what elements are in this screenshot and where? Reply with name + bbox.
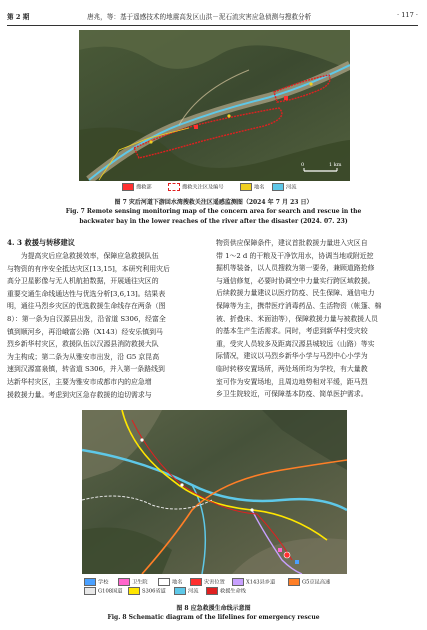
text-line: 室可作为安置场地，且周边地势相对平缓，距马烈 (216, 377, 368, 386)
fig7-caption-en-2: backwater bay in the lower reaches of the river after the disaster (2024. 07. 23) (79, 218, 348, 225)
legend-item-place: 地名 (158, 578, 182, 586)
legend-item-g5: G5京昆高速 (288, 578, 330, 586)
fig8-legend (82, 578, 347, 598)
legend-item-concern-area: 搜救关注区及编号 (168, 183, 224, 191)
legend-item-place-name: 地名 (240, 183, 264, 191)
scale-zero: 0 (301, 162, 305, 168)
scale-1km: 1 km (329, 162, 342, 168)
text-line: 后续救援力量建议以医疗防疫、民生保障、通信电力 (216, 289, 375, 298)
text-line: 乡卫生院较近，可保障基本防疫、简单医护需求。 (216, 390, 368, 399)
place-dot-icon (158, 578, 170, 586)
text-line: 被、折叠床、米面油等），保障救援力量与被救援人员 (216, 314, 378, 323)
text-line: 为主构成；第二条为从雅安市出发，沿 G5 京昆高 (7, 352, 160, 361)
left-column-text (7, 250, 210, 401)
text-line: 与通信修复，必要时协调空中力量实行跨区域救援。 (216, 276, 375, 285)
lifeline-icon (206, 587, 218, 595)
legend-item-disaster: 灾害位置 (190, 578, 225, 586)
page-number: · 117 · (397, 11, 418, 19)
red-square-icon (122, 183, 134, 191)
national-road-icon (84, 587, 96, 595)
text-line: 明，通往马烈乡灾区的优选救援生命线存在两条（图 (7, 302, 166, 311)
text-line: 与物资的有序安全抵达灾区[13,15]，本研究利用灾后 (7, 264, 170, 273)
text-line: 高分卫星影像与无人机航拍数据，开展通往灾区的 (7, 277, 159, 286)
text-line: 重，受灾人员较多及距离汉源县城较远（山路）等实 (216, 339, 375, 348)
text-line: 掘机等装备，以人员搜救为第一要务，兼顾道路抢修 (216, 264, 375, 273)
fig8-caption-cn: 图 8 应急救援生命线示意图 (176, 605, 251, 612)
legend-item-s306: S306省道 (128, 587, 166, 595)
legend-item-river: 河流 (174, 587, 198, 595)
text-line: 为提高灾后应急救援效率，保障应急救援队伍 (7, 252, 159, 260)
issue-number: 第 2 期 (7, 13, 30, 21)
right-column-text (216, 237, 419, 401)
provincial-road-icon (128, 587, 140, 595)
fig8-caption-en: Fig. 8 Schematic diagram of the lifelines for emergency rescue (107, 614, 320, 621)
text-line: 速到汉源富泉镇，转省道 S306，并入第一条路线到 (7, 365, 165, 374)
fig7-caption-cn: 图 7 灾后河道下游回水湾搜救关注区遥感监测图（2024 年 7 月 23 日） (114, 199, 313, 206)
legend-item-clinic: 卫生院 (118, 578, 148, 586)
section-heading: 4. 3 救援与转移建议 (7, 238, 75, 247)
yellow-dot-icon (240, 183, 252, 191)
text-line: 临时转移安置场所，两处场所均为学校，有大量教 (216, 364, 368, 373)
text-line: 8）：第一条为自汉源县出发，沿省道 S306，经富全 (7, 314, 166, 323)
text-line: 烈乡新华村灾区，救援队伍以汉源县消防救援大队 (7, 340, 159, 349)
running-header (7, 11, 418, 23)
fig7-satellite-map (79, 30, 350, 181)
dashed-outline-icon (168, 183, 180, 191)
river-line-icon (272, 183, 284, 191)
text-line: 的基本生产生活需求。同时，考虑到新华村受灾较 (216, 327, 368, 336)
legend-item-school: 学校 (84, 578, 108, 586)
text-line: 带 1～2 d 的干粮及干净饮用水，协调当地或附近挖 (216, 251, 374, 260)
text-line: 保障等为主，携带医疗消毒药品、生活物资（帐篷、棉 (216, 301, 382, 310)
legend-item-g108: G108国道 (84, 587, 122, 595)
clinic-icon (118, 578, 130, 586)
running-title: 唐兆，等：基于遥感技术的地震高发区山洪－泥石流灾害应急侦测与搜救分析 (87, 13, 312, 21)
text-line: 重要交通生命线通达性与优选分析[3,6,13]。结果表 (7, 289, 166, 298)
fig8-lifeline-map (82, 410, 347, 574)
legend-item-rescue-site: 搜救部 (122, 183, 152, 191)
school-icon (84, 578, 96, 586)
fig7-legend (122, 183, 322, 191)
header-rule (7, 25, 418, 26)
legend-item-river: 河流 (272, 183, 296, 191)
legend-item-lifeline: 救援生命线 (206, 587, 246, 595)
expressway-icon (288, 578, 300, 586)
legend-item-x143: X143县乡道 (232, 578, 275, 586)
text-line: 际情况，建议以马烈乡新华小学与马烈中心小学为 (216, 352, 368, 361)
text-line: 达新华村灾区，主要为雅安市成都市内的应急增 (7, 377, 152, 386)
text-line: 援救援力量。考虑到灾区急存救援的迫切需求与 (7, 390, 152, 399)
disaster-location-icon (190, 578, 202, 586)
text-line: 镇到顺河乡，再沿峨富公路（X143）经安乐镇到马 (7, 327, 163, 336)
river-icon (174, 587, 186, 595)
fig7-caption-en-1: Fig. 7 Remote sensing monitoring map of the concern area for search and rescue in the (65, 208, 362, 215)
county-road-icon (232, 578, 244, 586)
text-line: 物资供应保障条件，建议首批救援力量进入灾区自 (216, 239, 368, 247)
